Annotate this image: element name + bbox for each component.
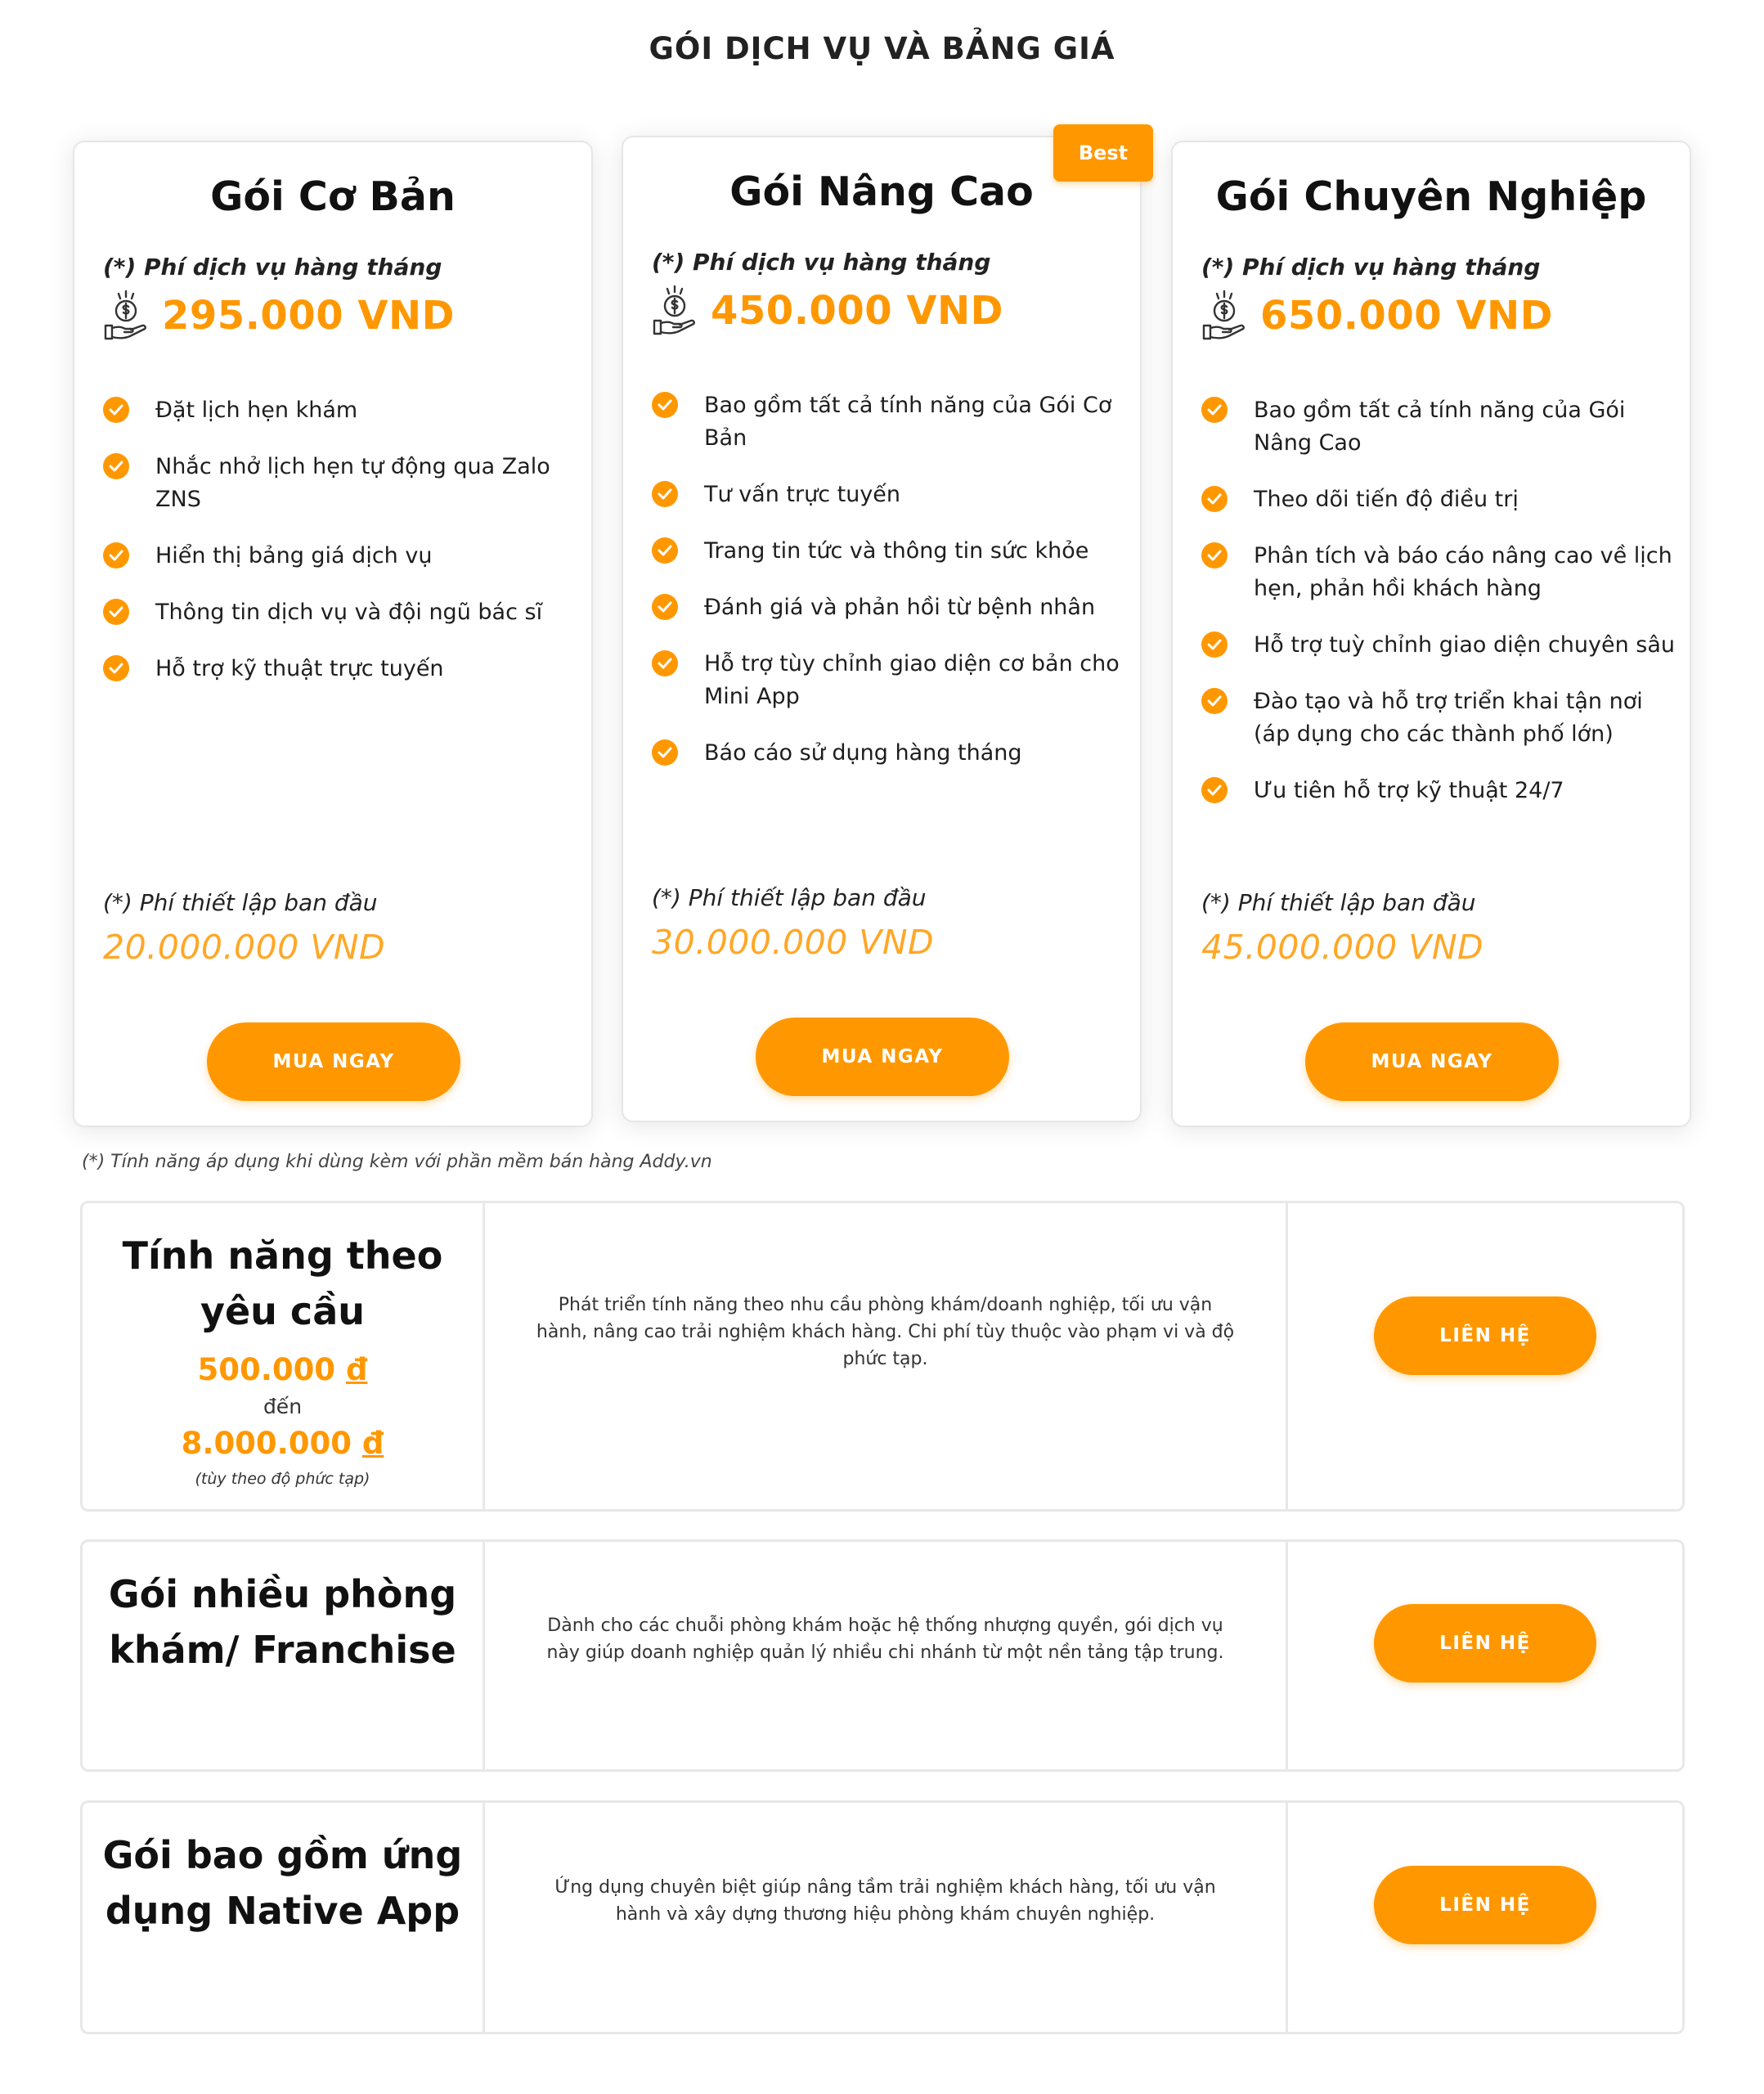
custom-feature-row bbox=[80, 1201, 1685, 1512]
monthly-price: 650.000 VND bbox=[1260, 293, 1553, 339]
setup-fee-label: (*) Phí thiết lập ban đầu bbox=[103, 889, 378, 916]
row-title: Gói nhiều phòng khám/ Franchise bbox=[108, 1572, 457, 1672]
feature-text: Báo cáo sử dụng hàng tháng bbox=[704, 740, 1022, 766]
buy-now-button[interactable]: MUA NGAY bbox=[756, 1018, 1009, 1096]
feature-item bbox=[103, 394, 577, 427]
check-circle-icon bbox=[1201, 542, 1228, 568]
best-badge: Best bbox=[1053, 124, 1153, 182]
feature-item bbox=[652, 648, 1126, 713]
check-circle-icon bbox=[103, 599, 129, 625]
check-circle-icon bbox=[103, 655, 129, 681]
feature-text: Hỗ trợ tuỳ chỉnh giao diện chuyên sâu bbox=[1254, 632, 1676, 658]
check-circle-icon bbox=[652, 481, 678, 507]
feature-item bbox=[652, 737, 1126, 770]
feature-text: Bao gồm tất cả tính năng của Gói Cơ Bản bbox=[704, 393, 1112, 451]
check-circle-icon bbox=[103, 542, 129, 568]
row-description: Dành cho các chuỗi phòng khám hoặc hệ thống nhượng quyền, gói dịch vụ này giúp doanh nghiệp quản lý nhiều chi nhánh từ một nền tảng tập trung. bbox=[546, 1615, 1224, 1663]
plan-name: Gói Nâng Cao bbox=[729, 169, 1034, 215]
franchise-row bbox=[80, 1539, 1685, 1772]
feature-text: Đánh giá và phản hồi từ bệnh nhân bbox=[704, 595, 1096, 620]
money-hand-icon bbox=[1201, 290, 1247, 342]
feature-text: Theo dõi tiến độ điều trị bbox=[1254, 487, 1519, 512]
price-note: (tùy theo độ phức tạp) bbox=[195, 1470, 370, 1488]
feature-item bbox=[1201, 483, 1676, 516]
price-row bbox=[103, 290, 455, 342]
feature-item bbox=[1201, 629, 1676, 662]
feature-text: Tư vấn trực tuyến bbox=[704, 482, 901, 507]
feature-text: Hỗ trợ kỹ thuật trực tuyến bbox=[155, 656, 444, 681]
feature-text: Hỗ trợ tùy chỉnh giao diện cơ bản cho Mini App bbox=[704, 651, 1120, 709]
feature-text: Thông tin dịch vụ và đội ngũ bác sĩ bbox=[155, 600, 543, 625]
contact-button[interactable]: LIÊN HỆ bbox=[1374, 1866, 1596, 1944]
price-row bbox=[652, 285, 1003, 337]
check-circle-icon bbox=[103, 397, 129, 423]
feature-item bbox=[103, 451, 577, 516]
check-circle-icon bbox=[1201, 777, 1228, 803]
monthly-fee-label: (*) Phí dịch vụ hàng tháng bbox=[652, 249, 991, 276]
contact-button[interactable]: LIÊN HỆ bbox=[1374, 1604, 1596, 1683]
check-circle-icon bbox=[652, 594, 678, 620]
feature-text: Đặt lịch hẹn khám bbox=[155, 398, 358, 423]
row-title-cell bbox=[83, 1203, 485, 1509]
feature-item bbox=[103, 596, 577, 629]
footnote: (*) Tính năng áp dụng khi dùng kèm với phần mềm bán hàng Addy.vn bbox=[82, 1152, 712, 1172]
monthly-price: 295.000 VND bbox=[162, 293, 455, 339]
setup-price: 45.000.000 VND bbox=[1201, 928, 1484, 967]
check-circle-icon bbox=[1201, 688, 1228, 714]
feature-list bbox=[103, 394, 577, 709]
feature-item bbox=[1201, 775, 1676, 807]
monthly-fee-label: (*) Phí dịch vụ hàng tháng bbox=[1201, 254, 1541, 281]
check-circle-icon bbox=[652, 650, 678, 676]
price-range-separator: đến bbox=[263, 1395, 303, 1418]
row-action-cell bbox=[1288, 1803, 1682, 2032]
plan-card-advanced bbox=[622, 136, 1142, 1122]
price-to: 8.000.000 đ bbox=[181, 1426, 384, 1461]
feature-item bbox=[652, 389, 1126, 455]
row-description-cell bbox=[485, 1203, 1288, 1509]
feature-item bbox=[1201, 540, 1676, 605]
feature-item bbox=[1201, 685, 1676, 751]
page-title: GÓI DỊCH VỤ VÀ BẢNG GIÁ bbox=[649, 31, 1115, 66]
feature-text: Ưu tiên hỗ trợ kỹ thuật 24/7 bbox=[1254, 778, 1564, 803]
buy-now-button[interactable]: MUA NGAY bbox=[207, 1022, 460, 1101]
check-circle-icon bbox=[652, 392, 678, 418]
feature-text: Nhắc nhở lịch hẹn tự động qua Zalo ZNS bbox=[155, 454, 550, 512]
setup-price: 30.000.000 VND bbox=[652, 923, 935, 962]
check-circle-icon bbox=[652, 537, 678, 564]
row-description: Phát triển tính năng theo nhu cầu phòng khám/doanh nghiệp, tối ưu vận hành, nâng cao trải nghiệm khách hàng. Chi phí tùy thuộc vào phạm vi và độ phức tạp. bbox=[536, 1294, 1235, 1369]
row-description-cell bbox=[485, 1542, 1288, 1769]
feature-item bbox=[652, 535, 1126, 568]
plan-card-basic bbox=[73, 141, 593, 1127]
native-app-row bbox=[80, 1800, 1685, 2034]
check-circle-icon bbox=[1201, 631, 1228, 658]
row-description-cell bbox=[485, 1803, 1288, 2032]
contact-button[interactable]: LIÊN HỆ bbox=[1374, 1296, 1596, 1375]
feature-text: Hiển thị bảng giá dịch vụ bbox=[155, 543, 433, 568]
monthly-fee-label: (*) Phí dịch vụ hàng tháng bbox=[103, 254, 442, 281]
price-from: 500.000 đ bbox=[197, 1352, 368, 1387]
feature-item bbox=[652, 591, 1126, 624]
row-description: Ứng dụng chuyên biệt giúp nâng tầm trải nghiệm khách hàng, tối ưu vận hành và xây dựng thương hiệu phòng khám chuyên nghiệp. bbox=[554, 1877, 1216, 1925]
plan-name: Gói Cơ Bản bbox=[210, 173, 456, 220]
feature-item bbox=[103, 653, 577, 685]
row-title-cell bbox=[83, 1803, 485, 2032]
row-action-cell bbox=[1288, 1203, 1682, 1509]
plan-name: Gói Chuyên Nghiệp bbox=[1215, 173, 1647, 220]
plan-card-professional bbox=[1171, 141, 1691, 1127]
feature-item bbox=[1201, 394, 1676, 460]
feature-text: Đào tạo và hỗ trợ triển khai tận nơi (áp dụng cho các thành phố lớn) bbox=[1254, 689, 1643, 747]
setup-price: 20.000.000 VND bbox=[103, 928, 386, 967]
price-row bbox=[1201, 290, 1553, 342]
feature-item bbox=[103, 540, 577, 573]
check-circle-icon bbox=[652, 739, 678, 766]
row-action-cell bbox=[1288, 1542, 1682, 1769]
money-hand-icon bbox=[652, 285, 698, 337]
setup-fee-label: (*) Phí thiết lập ban đầu bbox=[1201, 889, 1476, 916]
monthly-price: 450.000 VND bbox=[711, 288, 1003, 334]
money-hand-icon bbox=[103, 290, 149, 342]
buy-now-button[interactable]: MUA NGAY bbox=[1305, 1022, 1559, 1101]
feature-text: Bao gồm tất cả tính năng của Gói Nâng Cao bbox=[1254, 398, 1626, 456]
setup-fee-label: (*) Phí thiết lập ban đầu bbox=[652, 884, 927, 911]
feature-list bbox=[1201, 394, 1676, 831]
row-title-cell bbox=[83, 1542, 485, 1769]
check-circle-icon bbox=[1201, 486, 1228, 512]
row-title: Tính năng theo yêu cầu bbox=[122, 1233, 443, 1333]
check-circle-icon bbox=[103, 453, 129, 479]
feature-text: Trang tin tức và thông tin sức khỏe bbox=[704, 538, 1089, 564]
feature-item bbox=[652, 479, 1126, 511]
feature-text: Phân tích và báo cáo nâng cao về lịch hẹn, phản hồi khách hàng bbox=[1254, 543, 1672, 601]
row-title: Gói bao gồm ứng dụng Native App bbox=[102, 1833, 463, 1933]
feature-list bbox=[652, 389, 1126, 793]
check-circle-icon bbox=[1201, 397, 1228, 423]
